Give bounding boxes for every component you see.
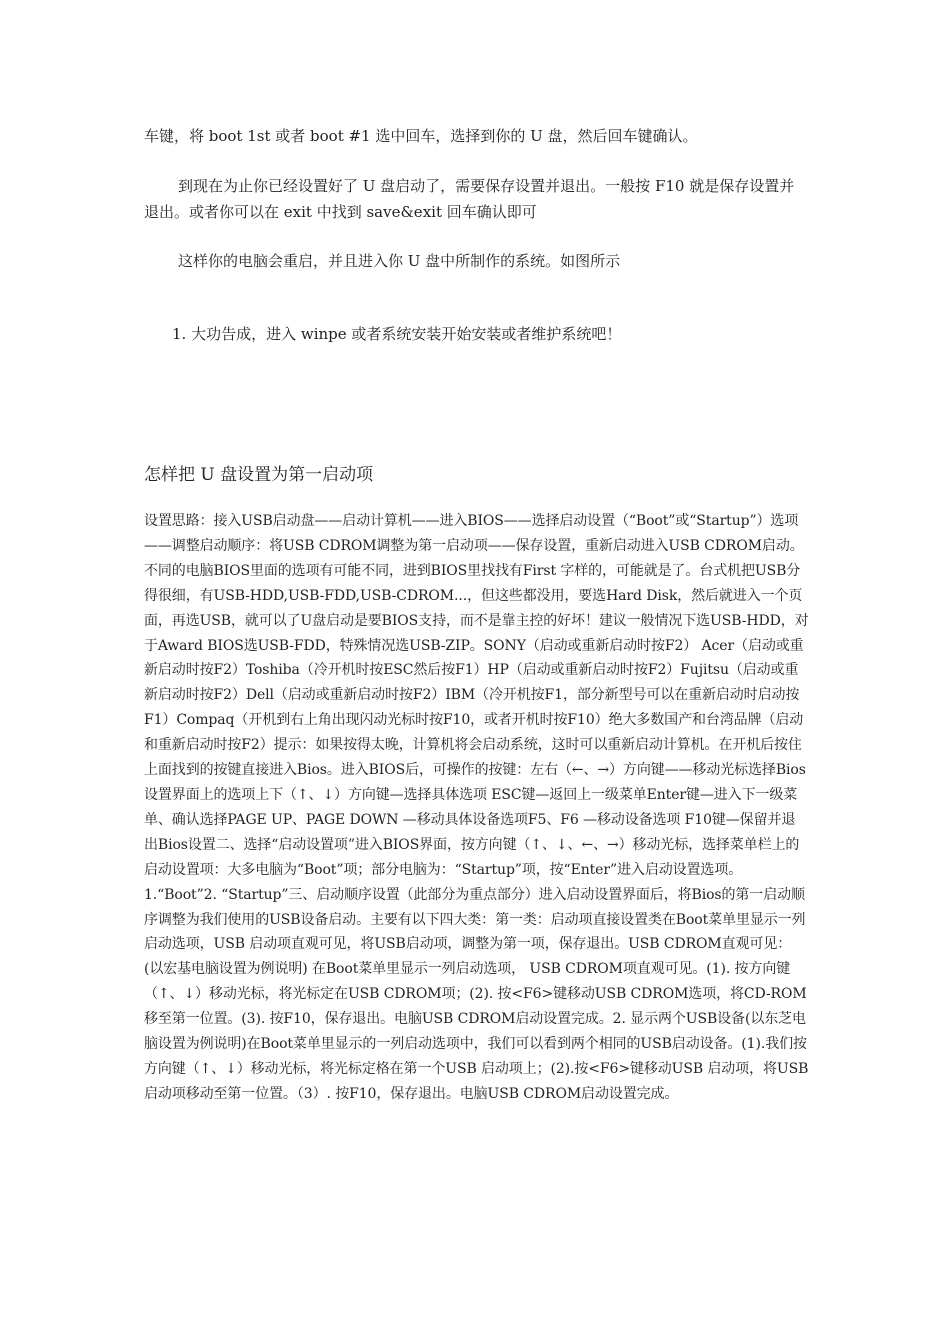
section-title: 怎样把 U 盘设置为第一启动项 [144,465,374,485]
paragraph-save-exit: 到现在为止你已经设置好了 U 盘启动了，需要保存设置并退出。一般按 F10 就是保存设置并退出。或者你可以在 exit 中找到 save&exit 回车确认即可 [144,177,795,221]
paragraph-restart: 这样你的电脑会重启，并且进入你 U 盘中所制作的系统。如图所示 [178,252,621,270]
paragraph-boot-select: 车键，将 boot 1st 或者 boot #1 选中回车，选择到你的 U 盘，然后回车键确认。 [144,127,698,145]
list-item-finish: 1. 大功告成，进入 winpe 或者系统安装开始安装或者维护系统吧！ [172,325,622,343]
body-paragraph-bios: 设置思路：接入USB启动盘——启动计算机——进入BIOS——选择启动设置（“Boot”或“Startup”）选项——调整启动顺序：将USB CDROM调整为第一启动项——保存设置，重新启动进入USB CDROM启动。不同的电脑BIOS里面的选项有可能不同，进到BIOS里找找有First 字样的，可能就是了。台式机把USB分得很细，有USB-HDD,USB-FDD,USB-CDROM...，但这些都没用，要选Hard Disk，然后就进入一个页面，再选USB，就可以了U盘启动是要BIOS支持，而不是靠主控的好坏！建议一般情况下选USB-HDD，对于Award BIOS选USB-FDD，特殊情况选USB-ZIP。SONY（启动或重新启动时按F2） Acer（启动或重新启动时按F2）Toshiba（冷开机时按ESC然后按F1）HP（启动或重新启动时按F2）Fujitsu（启动或重新启动时按F2）Dell（启动或重新启动时按F2）IBM（冷开机按F1，部分新型号可以在重新启动时启动按F1）Compaq（开机到右上角出现闪动光标时按F10，或者开机时按F10）绝大多数国产和台湾品牌（启动和重新启动时按F2）提示：如果按得太晚，计算机将会启动系统，这时可以重新启动计算机。在开机后按住上面找到的按键直接进入Bios。进入BIOS后，可操作的按键：左右（←、→）方向键——移动光标选择Bios设置界面上的选项上下（↑、↓）方向键—选择具体选项 ESC键—返回上一级菜单Enter键—进入下一级菜单、确认选择PAGE UP、PAGE DOWN —移动具体设备选项F5、F6 —移动设备选项 F10键—保留并退出Bios设置二、选择“启动设置项”进入BIOS界面，按方向键（↑、↓、←、→）移动光标，选择菜单栏上的启动设置项：大多电脑为“Boot”项；部分电脑为：“Startup”项，按“Enter”进入启动设置选项。1.“Boot”2. “Startup”三、启动顺序设置（此部分为重点部分）进入启动设置界面后，将Bios的第一启动顺序调整为我们使用的USB设备启动。主要有以下四大类：第一类：启动项直接设置类在Boot菜单里显示一列启动选项，USB 启动项直观可见，将USB启动项，调整为第一项，保存退出。USB CDROM直观可见：(以宏基电脑设置为例说明) 在Boot菜单里显示一列启动选项， USB CDROM项直观可见。(1). 按方向键（↑、↓）移动光标，将光标定在USB CDROM项；(2). 按<F6>键移动USB CDROM选项，将CD-ROM移至第一位置。(3). 按F10，保存退出。电脑USB CDROM启动设置完成。2. 显示两个USB设备(以东芝电脑设置为例说明)在Boot菜单里显示的一列启动选项中，我们可以看到两个相同的USB启动设备。(1).我们按方向键（↑、↓）移动光标，将光标定格在第一个USB 启动项上；(2).按<F6>键移动USB 启动项，将USB启动项移动至第一位置。（3）. 按F10，保存退出。电脑USB CDROM启动设置完成。 [144,513,809,1102]
